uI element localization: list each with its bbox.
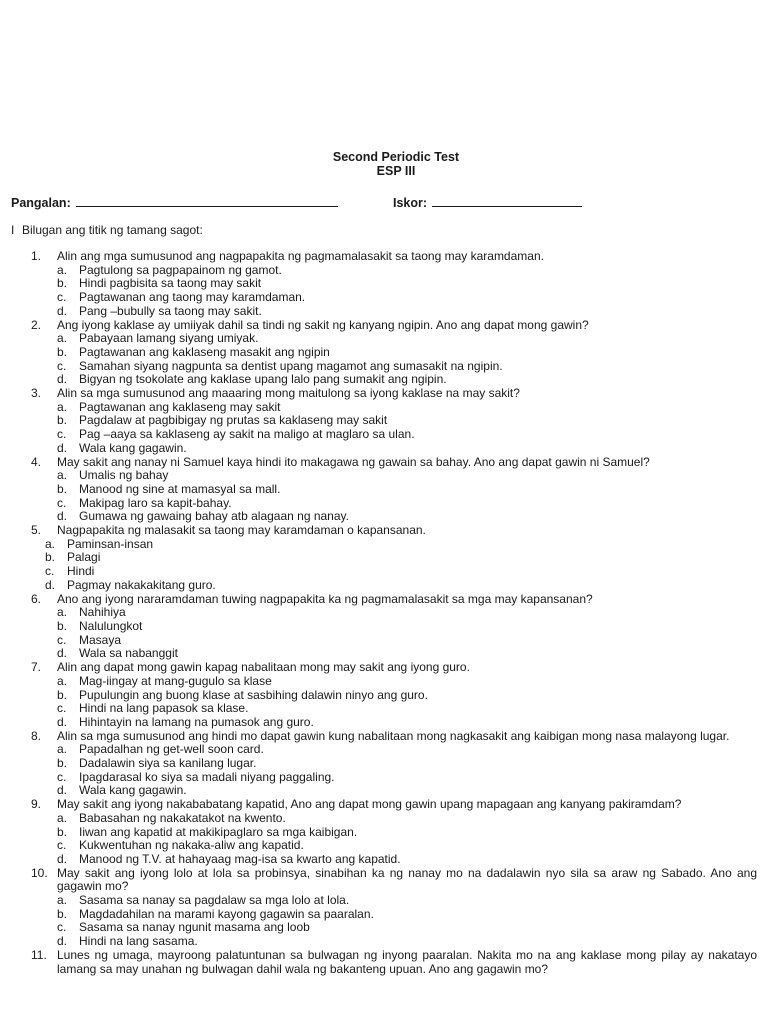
- option-text: Papadalhan ng get-well soon card.: [79, 742, 264, 757]
- option-text: Makipag laro sa kapit-bahay.: [79, 495, 232, 510]
- answer-option: [0, 401, 768, 415]
- option-text: Masaya: [79, 632, 122, 647]
- option-letter: b.: [57, 756, 68, 771]
- answer-option: [0, 360, 768, 374]
- option-letter: a.: [57, 742, 68, 757]
- answer-option: [0, 839, 768, 853]
- question-text: May sakit ang nanay ni Samuel kaya hindi ito makagawa ng gawain sa bahay. Ano ang dapat gawin ni Samuel?: [57, 454, 650, 469]
- option-letter: b.: [45, 550, 56, 565]
- option-letter: d.: [57, 303, 68, 318]
- option-letter: c.: [57, 632, 67, 647]
- option-text: Wala kang gagawin.: [79, 440, 187, 455]
- option-letter: a.: [57, 331, 68, 346]
- option-letter: c.: [57, 427, 67, 442]
- instruction-roman: I: [11, 223, 15, 237]
- question-number: 2.: [31, 317, 42, 332]
- name-label: Pangalan:: [11, 196, 71, 210]
- answer-option: [0, 689, 768, 703]
- question-text: Alin ang dapat mong gawin kapag nabalitaan mong may sakit ang iyong guro.: [57, 660, 470, 675]
- option-text: Dadalawin siya sa kanilang lugar.: [79, 756, 257, 771]
- option-text: Nahihiya: [79, 605, 126, 620]
- question: [0, 319, 768, 333]
- answer-option: [0, 538, 768, 552]
- option-text: Hihintayin na lamang na pumasok ang guro.: [79, 714, 314, 729]
- answer-option: [0, 469, 768, 483]
- option-text: Manood ng sine at mamasyal sa mall.: [79, 481, 281, 496]
- answer-option: [0, 675, 768, 689]
- option-text: Samahan siyang nagpunta sa dentist upang magamot ang sumasakit na ngipin.: [79, 358, 503, 373]
- question-number: 10.: [31, 865, 48, 880]
- option-letter: c.: [45, 564, 55, 579]
- option-letter: b.: [57, 344, 68, 359]
- answer-option: [0, 935, 768, 949]
- answer-option: [0, 428, 768, 442]
- question-text: Alin ang mga sumusunod ang nagpapakita ng pagmamalasakit sa taong may karamdaman.: [57, 249, 544, 263]
- option-letter: b.: [57, 824, 68, 839]
- option-letter: c.: [57, 358, 67, 373]
- option-text: Pagtulong sa pagpapainom ng gamot.: [79, 262, 282, 277]
- answer-option: [0, 743, 768, 757]
- question: [0, 730, 768, 744]
- question-text: May sakit ang iyong lolo at lola sa probinsya, sinabihan ka ng nanay mo na dadalawin nyo sila sa araw ng Sabado. Ano ang gagawin mo?: [57, 865, 757, 894]
- question: [0, 524, 768, 538]
- option-letter: a.: [57, 810, 68, 825]
- question-text: Nagpapakita ng malasakit sa taong may karamdaman o kapansanan.: [57, 523, 426, 538]
- option-letter: d.: [57, 646, 68, 661]
- answer-option: [0, 634, 768, 648]
- question-text: Alin sa mga sumusunod ang hindi mo dapat gawin kung nabalitaan mong nagkasakit ang kaibigan mong nasa malayong lugar.: [57, 728, 730, 743]
- option-letter: a.: [45, 536, 56, 551]
- option-text: Ipagdarasal ko siya sa madali niyang paggaling.: [79, 769, 335, 784]
- answer-option: [0, 565, 768, 579]
- answer-option: [0, 853, 768, 867]
- name-field: [11, 194, 338, 210]
- question-number: 8.: [31, 728, 42, 743]
- option-text: Sasama sa nanay ngunit masama ang loob: [79, 920, 310, 935]
- option-letter: d.: [57, 509, 68, 524]
- question-number: 6.: [31, 591, 42, 606]
- option-text: Mag-iingay at mang-gugulo sa klase: [79, 673, 272, 688]
- option-text: Hindi na lang papasok sa klase.: [79, 701, 249, 716]
- option-letter: d.: [57, 934, 68, 949]
- subject-title: ESP III: [376, 164, 416, 178]
- answer-option: [0, 551, 768, 565]
- option-text: Magdadahilan na marami kayong gagawin sa paaralan.: [79, 906, 374, 921]
- answer-option: [0, 908, 768, 922]
- answer-option: [0, 716, 768, 730]
- option-letter: a.: [57, 605, 68, 620]
- answer-option: [0, 812, 768, 826]
- option-text: Sasama sa nanay sa pagdalaw sa mga lolo at lola.: [79, 893, 350, 908]
- option-letter: a.: [57, 673, 68, 688]
- question: [0, 867, 768, 894]
- question: [0, 949, 768, 976]
- option-letter: d.: [57, 372, 68, 387]
- option-text: Nalulungkot: [79, 618, 143, 633]
- question-list: [0, 250, 768, 976]
- answer-option: [0, 332, 768, 346]
- instruction: [11, 223, 203, 237]
- answer-option: [0, 771, 768, 785]
- option-letter: c.: [57, 701, 67, 716]
- question-number: 11.: [31, 947, 47, 962]
- question: [0, 250, 768, 264]
- answer-option: [0, 647, 768, 661]
- option-text: Bigyan ng tsokolate ang kaklase upang lalo pang sumakit ang ngipin.: [79, 372, 447, 387]
- question-text: Alin sa mga sumusunod ang maaaring mong maitulong sa iyong kaklase na may sakit?: [57, 386, 520, 401]
- answer-option: [0, 620, 768, 634]
- option-text: Pag –aaya sa kaklaseng ay sakit na maligo at maglaro sa ulan.: [79, 427, 415, 442]
- answer-option: [0, 346, 768, 360]
- option-text: Pang –bubully sa taong may sakit.: [79, 303, 262, 318]
- option-letter: c.: [57, 290, 67, 305]
- question-text: Ano ang iyong nararamdaman tuwing nagpapakita ka ng pagmamalasakit sa mga may kapansanan?: [57, 591, 593, 606]
- question-number: 5.: [31, 523, 42, 538]
- answer-option: [0, 921, 768, 935]
- answer-option: [0, 442, 768, 456]
- option-text: Pabayaan lamang siyang umiyak.: [79, 331, 259, 346]
- name-blank-line: [76, 194, 338, 207]
- option-letter: b.: [57, 413, 68, 428]
- answer-option: [0, 757, 768, 771]
- option-text: Hindi pagbisita sa taong may sakit: [79, 276, 262, 291]
- answer-option: [0, 606, 768, 620]
- option-letter: a.: [57, 262, 68, 277]
- option-letter: a.: [57, 468, 68, 483]
- option-letter: c.: [57, 838, 67, 853]
- option-letter: d.: [57, 783, 68, 798]
- answer-option: [0, 291, 768, 305]
- option-text: Kukwentuhan ng nakaka-aliw ang kapatid.: [79, 838, 304, 853]
- option-letter: b.: [57, 906, 68, 921]
- test-title: Second Periodic Test: [332, 150, 460, 164]
- question: [0, 387, 768, 401]
- option-letter: c.: [57, 495, 67, 510]
- instruction-text: Bilugan ang titik ng tamang sagot:: [22, 223, 203, 237]
- question: [0, 593, 768, 607]
- question-number: 3.: [31, 386, 42, 401]
- score-label: Iskor:: [393, 196, 428, 210]
- option-letter: b.: [57, 481, 68, 496]
- answer-option: [0, 373, 768, 387]
- question: [0, 661, 768, 675]
- option-letter: b.: [57, 618, 68, 633]
- option-text: Pagdalaw at pagbibigay ng prutas sa kaklaseng may sakit: [79, 413, 388, 428]
- answer-option: [0, 497, 768, 511]
- answer-option: [0, 784, 768, 798]
- answer-option: [0, 414, 768, 428]
- option-text: Hindi: [67, 564, 95, 579]
- option-letter: b.: [57, 276, 68, 291]
- option-letter: c.: [57, 920, 67, 935]
- option-letter: a.: [57, 399, 68, 414]
- answer-option: [0, 305, 768, 319]
- option-letter: d.: [45, 577, 56, 592]
- option-text: Manood ng T.V. at hahayaag mag-isa sa kwarto ang kapatid.: [79, 851, 401, 866]
- option-text: Pagtawanan ang kaklaseng masakit ang ngipin: [79, 344, 330, 359]
- question: [0, 798, 768, 812]
- option-letter: d.: [57, 851, 68, 866]
- question-number: 9.: [31, 797, 42, 812]
- answer-option: [0, 826, 768, 840]
- option-text: Pagtawanan ang taong may karamdaman.: [79, 290, 306, 305]
- option-letter: b.: [57, 687, 68, 702]
- option-text: Umalis ng bahay: [79, 468, 169, 483]
- option-text: Hindi na lang sasama.: [79, 934, 198, 949]
- score-blank-line: [432, 194, 582, 207]
- option-text: Palagi: [67, 550, 101, 565]
- question-number: 7.: [31, 660, 42, 675]
- option-text: Pagtawanan ang kaklaseng may sakit: [79, 399, 281, 414]
- option-text: Wala sa nabanggit: [79, 646, 178, 661]
- question: [0, 456, 768, 470]
- question-text: Lunes ng umaga, mayroong palatuntunan sa bulwagan ng inyong paaralan. Nakita mo na ang kaklase mong pilay ay nakatayo lamang sa may unahan ng bulwagan dahil wala ng bakanteng upuan. Ano ang gagawin mo?: [57, 947, 757, 976]
- question-number: 4.: [31, 454, 42, 469]
- option-text: Wala kang gagawin.: [79, 783, 187, 798]
- answer-option: [0, 483, 768, 497]
- option-text: Pupulungin ang buong klase at sasbihing dalawin ninyo ang guro.: [79, 687, 428, 702]
- question-text: Ang iyong kaklase ay umiiyak dahil sa tindi ng sakit ng kanyang ngipin. Ano ang dapat mong gawin?: [57, 317, 589, 332]
- answer-option: [0, 510, 768, 524]
- score-field: [393, 194, 582, 210]
- option-text: Babasahan ng nakakatakot na kwento.: [79, 810, 286, 825]
- answer-option: [0, 894, 768, 908]
- answer-option: [0, 264, 768, 278]
- answer-option: [0, 277, 768, 291]
- option-text: Paminsan-insan: [67, 536, 154, 551]
- answer-option: [0, 702, 768, 716]
- option-letter: d.: [57, 714, 68, 729]
- option-text: Gumawa ng gawaing bahay atb alagaan ng nanay.: [79, 509, 349, 524]
- option-text: Pagmay nakakakitang guro.: [67, 577, 216, 592]
- answer-option: [0, 579, 768, 593]
- question-text: May sakit ang iyong nakababatang kapatid, Ano ang dapat mong gawin upang mapagaan ang kanyang pakiramdam?: [57, 797, 682, 812]
- option-letter: d.: [57, 440, 68, 455]
- option-letter: c.: [57, 769, 67, 784]
- option-letter: a.: [57, 893, 68, 908]
- option-text: Iiwan ang kapatid at makikipaglaro sa mga kaibigan.: [79, 824, 358, 839]
- question-number: 1.: [31, 249, 42, 263]
